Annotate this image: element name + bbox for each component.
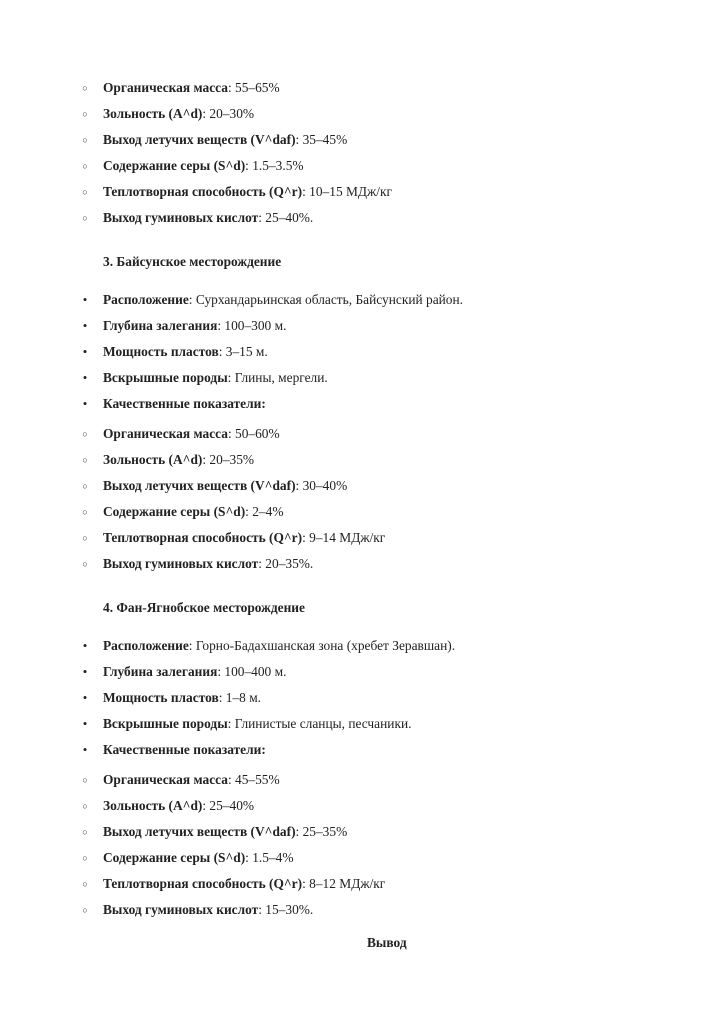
circle-bullet-icon: ○	[82, 187, 88, 197]
item-label: Качественные показатели:	[103, 742, 266, 757]
item-label: Органическая масса	[103, 426, 228, 441]
circle-bullet-icon: ○	[82, 109, 88, 119]
quality-list-item	[82, 530, 386, 546]
item-label: Выход гуминовых кислот	[103, 556, 259, 571]
info-list-item	[82, 344, 268, 360]
item-label: Глубина залегания	[103, 318, 218, 333]
item-label: Вскрышные породы	[103, 370, 228, 385]
disc-bullet-icon: •	[82, 742, 88, 757]
item-value: : 15–30%.	[258, 902, 314, 917]
circle-bullet-icon: ○	[82, 455, 88, 465]
item-value: : 3–15 м.	[218, 344, 268, 359]
info-list-item	[82, 664, 287, 680]
conclusion-heading: Вывод	[367, 935, 407, 950]
disc-bullet-icon: •	[82, 716, 88, 731]
circle-bullet-icon: ○	[82, 827, 88, 837]
item-value: : Горно-Бадахшанская зона (хребет Зеравшан).	[188, 638, 456, 653]
info-list-item	[82, 292, 464, 308]
item-value: : 1.5–4%	[245, 850, 294, 865]
circle-bullet-icon: ○	[82, 801, 88, 811]
disc-bullet-icon: •	[82, 690, 88, 705]
item-value: : Глинистые сланцы, песчаники.	[227, 716, 412, 731]
quality-list-item	[82, 798, 255, 814]
quality-list-item	[82, 80, 280, 96]
disc-bullet-icon: •	[82, 664, 88, 679]
circle-bullet-icon: ○	[82, 559, 88, 569]
item-value: : 10–15 МДж/кг	[302, 184, 392, 199]
item-label: Качественные показатели:	[103, 396, 266, 411]
quality-list-item	[82, 106, 255, 122]
item-value: : 2–4%	[245, 504, 284, 519]
circle-bullet-icon: ○	[82, 161, 88, 171]
item-label: Выход гуминовых кислот	[103, 210, 259, 225]
info-list-item	[82, 370, 328, 386]
item-value: : 25–40%	[202, 798, 255, 813]
quality-list-item	[82, 452, 255, 468]
info-list-item	[82, 690, 262, 706]
item-value: : 55–65%	[227, 80, 280, 95]
circle-bullet-icon: ○	[82, 429, 88, 439]
quality-list-item	[82, 184, 392, 200]
section-heading: 3. Байсунское месторождение	[103, 254, 282, 269]
item-label: Содержание серы (S^d)	[103, 504, 246, 519]
item-label: Расположение	[103, 638, 189, 653]
item-label: Расположение	[103, 292, 189, 307]
circle-bullet-icon: ○	[82, 83, 88, 93]
circle-bullet-icon: ○	[82, 905, 88, 915]
item-label: Мощность пластов	[103, 690, 219, 705]
circle-bullet-icon: ○	[82, 853, 88, 863]
info-list-item	[82, 396, 266, 412]
item-label: Зольность (A^d)	[103, 798, 203, 813]
item-label: Содержание серы (S^d)	[103, 850, 246, 865]
item-value: : 20–35%	[202, 452, 255, 467]
item-value: : 25–35%	[295, 824, 348, 839]
disc-bullet-icon: •	[82, 370, 88, 385]
item-value: : 1.5–3.5%	[245, 158, 304, 173]
circle-bullet-icon: ○	[82, 533, 88, 543]
quality-list-item	[82, 426, 280, 442]
quality-list-item	[82, 772, 280, 788]
quality-list-item	[82, 850, 294, 866]
item-value: : Сурхандарьинская область, Байсунский район.	[188, 292, 464, 307]
disc-bullet-icon: •	[82, 638, 88, 653]
item-label: Выход гуминовых кислот	[103, 902, 259, 917]
section-heading: 4. Фан-Ягнобское месторождение	[103, 600, 305, 615]
quality-list-item	[82, 902, 314, 918]
quality-list-item	[82, 210, 314, 226]
circle-bullet-icon: ○	[82, 135, 88, 145]
item-label: Глубина залегания	[103, 664, 218, 679]
info-list-item	[82, 742, 266, 758]
item-value: : 30–40%	[295, 478, 348, 493]
quality-list-item	[82, 132, 348, 148]
item-label: Зольность (A^d)	[103, 106, 203, 121]
item-label: Мощность пластов	[103, 344, 219, 359]
info-list-item	[82, 716, 412, 732]
item-label: Содержание серы (S^d)	[103, 158, 246, 173]
info-list-item	[82, 318, 287, 334]
item-label: Вскрышные породы	[103, 716, 228, 731]
item-label: Выход летучих веществ (V^daf)	[103, 824, 296, 839]
disc-bullet-icon: •	[82, 318, 88, 333]
item-value: : 20–30%	[202, 106, 255, 121]
item-value: : 9–14 МДж/кг	[302, 530, 386, 545]
item-value: : 35–45%	[295, 132, 348, 147]
item-value: : 50–60%	[227, 426, 280, 441]
circle-bullet-icon: ○	[82, 879, 88, 889]
item-value: : 1–8 м.	[218, 690, 262, 705]
item-value: : 100–300 м.	[217, 318, 287, 333]
info-list-item	[82, 638, 456, 654]
disc-bullet-icon: •	[82, 292, 88, 307]
item-value: : 100–400 м.	[217, 664, 287, 679]
circle-bullet-icon: ○	[82, 775, 88, 785]
item-value: : 20–35%.	[258, 556, 314, 571]
item-value: : Глины, мергели.	[227, 370, 328, 385]
quality-list-item	[82, 158, 304, 174]
item-value: : 45–55%	[227, 772, 280, 787]
circle-bullet-icon: ○	[82, 213, 88, 223]
item-value: : 25–40%.	[258, 210, 314, 225]
item-label: Органическая масса	[103, 80, 228, 95]
quality-list-item	[82, 876, 386, 892]
item-label: Выход летучих веществ (V^daf)	[103, 478, 296, 493]
item-value: : 8–12 МДж/кг	[302, 876, 386, 891]
quality-list-item	[82, 478, 348, 494]
item-label: Теплотворная способность (Q^r)	[103, 184, 303, 199]
quality-list-item	[82, 504, 284, 520]
item-label: Зольность (A^d)	[103, 452, 203, 467]
disc-bullet-icon: •	[82, 344, 88, 359]
item-label: Теплотворная способность (Q^r)	[103, 876, 303, 891]
circle-bullet-icon: ○	[82, 507, 88, 517]
quality-list-item	[82, 824, 348, 840]
item-label: Теплотворная способность (Q^r)	[103, 530, 303, 545]
disc-bullet-icon: •	[82, 396, 88, 411]
item-label: Выход летучих веществ (V^daf)	[103, 132, 296, 147]
quality-list-item	[82, 556, 314, 572]
item-label: Органическая масса	[103, 772, 228, 787]
circle-bullet-icon: ○	[82, 481, 88, 491]
